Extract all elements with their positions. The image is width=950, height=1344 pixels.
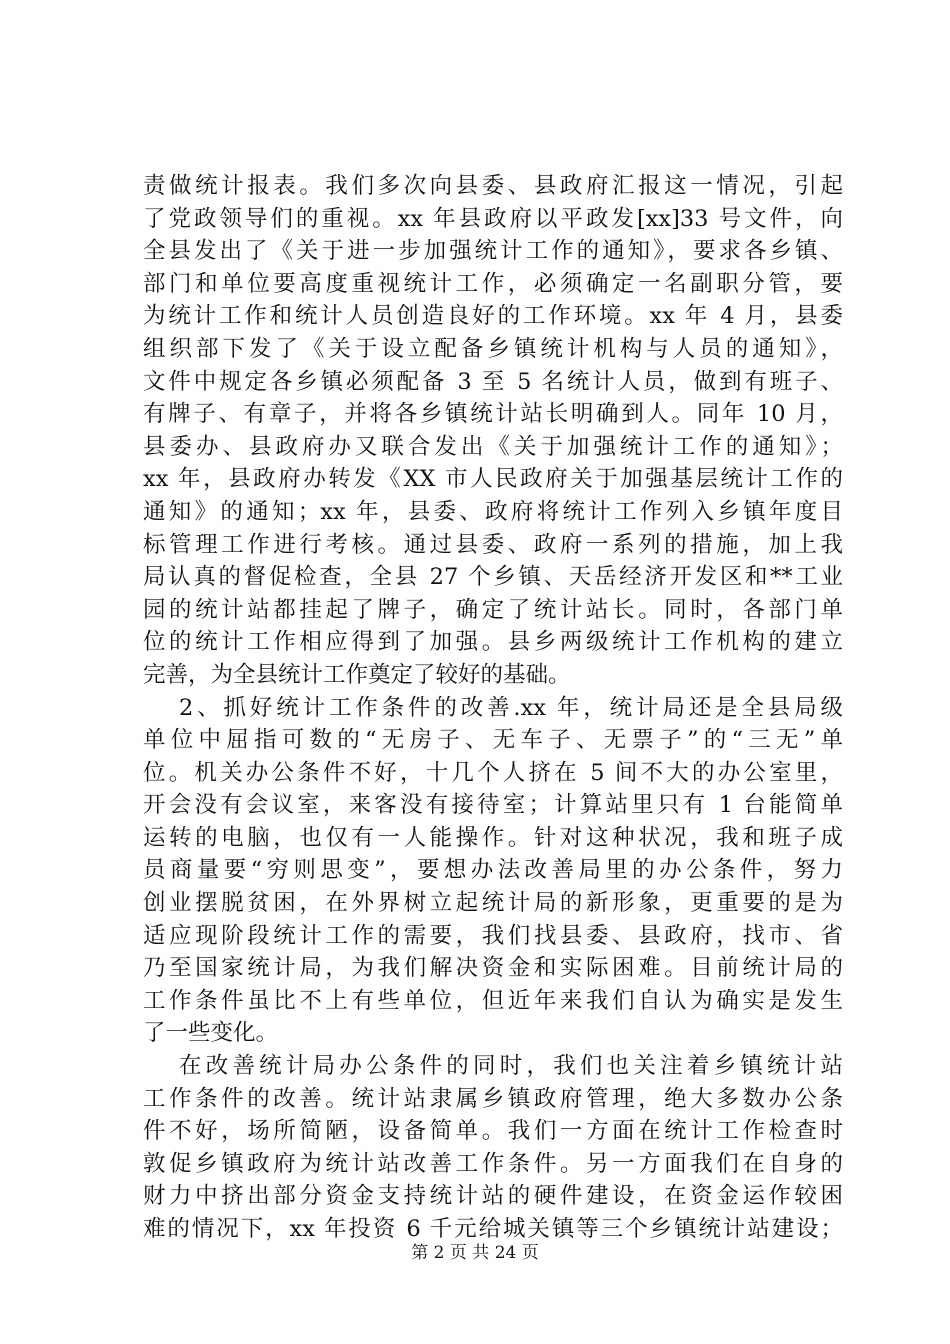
text-line: 局认真的督促检查，全县 27 个乡镇、天岳经济开发区和**工业 [143, 564, 843, 591]
text-line: 有牌子、有章子，并将各乡镇统计站长明确到人。同年 10 月， [143, 401, 843, 428]
text-line: 位。机关办公条件不好，十几个人挤在 5 间不大的办公室里， [143, 759, 843, 786]
text-line: 敦促乡镇政府为统计站改善工作条件。另一方面我们在自身的 [143, 1150, 843, 1177]
text-line: 员商量要“穷则思变”，要想办法改善局里的办公条件，努力 [143, 857, 843, 884]
text-line: 单位中屈指可数的“无房子、无车子、无票子”的“三无”单 [143, 727, 843, 754]
text-line: 创业摆脱贫困，在外界树立起统计局的新形象，更重要的是为 [143, 890, 843, 917]
text-line: 责做统计报表。我们多次向县委、县政府汇报这一情况，引起 [143, 173, 843, 199]
text-line: 位的统计工作相应得到了加强。县乡两级统计工作机构的建立 [143, 629, 843, 656]
text-line: xx 年，县政府办转发《XX 市人民政府关于加强基层统计工作的 [143, 466, 843, 493]
text-line: 开会没有会议室，来客没有接待室；计算站里只有 1 台能简单 [143, 792, 843, 819]
text-line: 工作条件的改善。统计站隶属乡镇政府管理，绝大多数办公条 [143, 1085, 843, 1112]
text-line: 适应现阶段统计工作的需要，我们找县委、县政府，找市、省 [143, 922, 843, 949]
text-line: 组织部下发了《关于设立配备乡镇统计机构与人员的通知》， [143, 335, 843, 362]
text-line: 件不好，场所简陋，设备简单。我们一方面在统计工作检查时 [143, 1118, 843, 1145]
text-line: 乃至国家统计局，为我们解决资金和实际困难。目前统计局的 [143, 955, 843, 982]
text-line: 运转的电脑，也仅有一人能操作。针对这种状况，我和班子成 [143, 824, 843, 851]
page-footer: 第 2 页 共 24 页 [411, 1243, 539, 1263]
text-line: 通知》的通知；xx 年，县委、政府将统计工作列入乡镇年度目 [143, 498, 843, 525]
text-line: 财力中挤出部分资金支持统计站的硬件建设，在资金运作较困 [143, 1183, 843, 1210]
text-line: 工作条件虽比不上有些单位，但近年来我们自认为确实是发生 [143, 987, 843, 1014]
text-line: 完善，为全县统计工作奠定了较好的基础。 [143, 661, 571, 688]
document-body [143, 170, 843, 1246]
text-line: 为统计工作和统计人员创造良好的工作环境。xx 年 4 月，县委 [143, 303, 843, 330]
text-line: 2、抓好统计工作条件的改善.xx 年，统计局还是全县局级 [179, 694, 843, 721]
text-line: 在改善统计局办公条件的同时，我们也关注着乡镇统计站 [179, 1053, 843, 1080]
text-line: 了一些变化。 [143, 1020, 279, 1047]
text-line: 了党政领导们的重视。xx 年县政府以平政发[xx]33 号文件，向 [143, 205, 843, 232]
text-line: 难的情况下，xx 年投资 6 千元给城关镇等三个乡镇统计站建设； [143, 1216, 843, 1242]
text-line: 全县发出了《关于进一步加强统计工作的通知》，要求各乡镇、 [143, 238, 843, 265]
text-line: 文件中规定各乡镇必须配备 3 至 5 名统计人员，做到有班子、 [143, 368, 843, 395]
text-line: 园的统计站都挂起了牌子，确定了统计站长。同时，各部门单 [143, 596, 843, 623]
text-line: 县委办、县政府办又联合发出《关于加强统计工作的通知》； [143, 433, 843, 460]
text-line: 标管理工作进行考核。通过县委、政府一系列的措施，加上我 [143, 531, 843, 558]
text-line: 部门和单位要高度重视统计工作，必须确定一名副职分管，要 [143, 270, 843, 297]
